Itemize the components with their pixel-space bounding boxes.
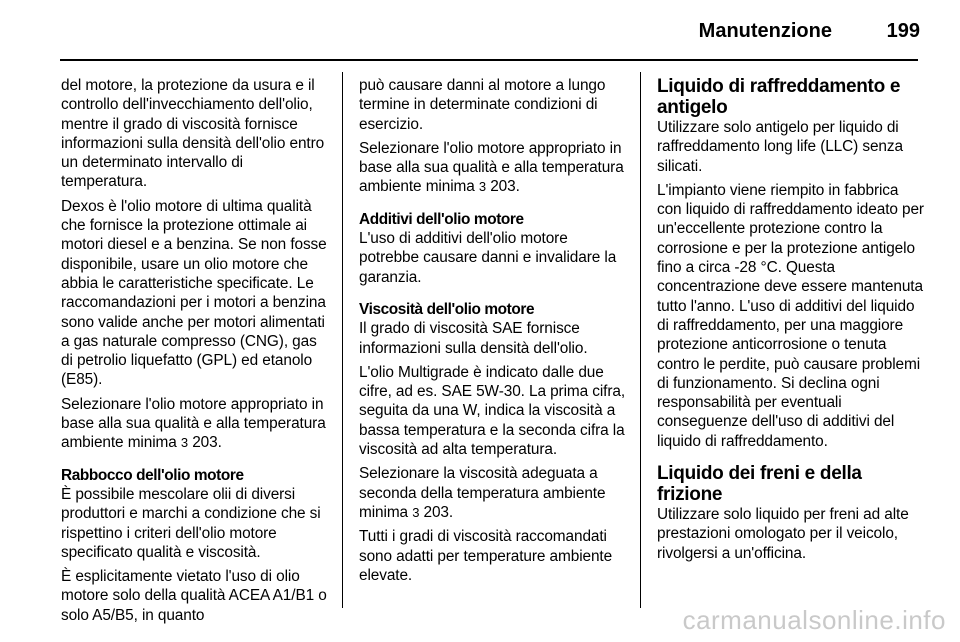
section-heading: Liquido di raffreddamento e antigelo <box>657 76 901 118</box>
subheading: Rabbocco dell'olio motore <box>61 466 244 484</box>
paragraph: Tutti i gradi di viscosità raccomandati sono adatti per temperature ambiente elevate. <box>359 528 613 584</box>
section-title: Manutenzione <box>698 20 832 42</box>
header-rule <box>60 59 918 61</box>
paragraph: L'impianto viene riempito in fabbrica con liquido di raffreddamento ideato per un'eccellente protezione contro la corrosione e per la protezione antigelo fino a circa -28 °C. Questa concentrazione deve essere mantenuta tutto l'anno. L'uso di additivi del liquido di raffreddamento, per una maggiore protezione anticorrosione o tenuta contro le perdite, può causare problemi di funzionamento. Si declina ogni responsabilità per eventuali conseguenze dell'uso di additivi del liquido di raffreddamento. <box>657 181 924 450</box>
paragraph: Dexos è l'olio motore di ultima qualità che fornisce la protezione ottimale ai motori diesel e a benzina. Se non fosse disponibile, usare un olio motore che abbia le caratteristiche specificate. Le raccomandazioni per i motori a benzina sono valide anche per motori alimentati a gas naturale compresso (CNG), gas di petrolio liquefatto (GPL) ed etanolo (E85). <box>61 197 327 389</box>
paragraph: del motore, la protezione da usura e il controllo dell'invecchiamento dell'olio, mentre il grado di viscosità fornisce informazioni sulla densità dell'olio entro un determinato intervallo di temperatura. <box>61 77 325 191</box>
paragraph: può causare danni al motore a lungo termine in determinate condizioni di esercizio. <box>359 77 606 133</box>
cross-reference-icon[interactable]: 3 <box>412 504 420 520</box>
page-reference[interactable]: 203. <box>423 503 454 521</box>
column-divider <box>640 72 641 608</box>
paragraph: È possibile mescolare olii di diversi produttori e marchi a condizione che si rispettino i criteri dell'olio motore specificato qualità e viscosità. <box>61 485 321 561</box>
page-reference[interactable]: 203. <box>490 178 520 196</box>
paragraph: Utilizzare solo antigelo per liquido di raffreddamento long life (LLC) senza silicati. <box>657 119 903 175</box>
paragraph: Utilizzare solo liquido per freni ad alte prestazioni omologato per il veicolo, rivolgersi a un'officina. <box>657 506 909 562</box>
paragraph-text: Selezionare la viscosità adeguata a seconda della temperatura ambiente minima <box>359 465 606 521</box>
paragraph <box>359 464 627 522</box>
subheading: Additivi dell'olio motore <box>359 210 524 228</box>
text-column-1 <box>61 76 329 630</box>
column-divider <box>342 72 343 608</box>
page-number: 199 <box>886 20 920 42</box>
watermark: carmanualsonline.info <box>682 605 946 635</box>
subheading: Viscosità dell'olio motore <box>359 300 535 318</box>
page-reference[interactable]: 203. <box>192 434 222 452</box>
paragraph-text: Selezionare l'olio motore appropriato in base alla sua qualità e alla temperatura ambiente minima <box>61 395 326 452</box>
paragraph <box>359 139 627 197</box>
paragraph: L'olio Multigrade è indicato dalle due cifre, ad es. SAE 5W-30. La prima cifra, seguita da una W, indica la viscosità a bassa temperatura e la seconda cifra la viscosità ad alta temperatura. <box>359 363 626 459</box>
text-column-2 <box>359 76 627 590</box>
cross-reference-icon[interactable]: 3 <box>180 435 189 451</box>
paragraph-text: Selezionare l'olio motore appropriato in base alla sua qualità e alla temperatura ambiente minima <box>359 139 624 196</box>
paragraph: È esplicitamente vietato l'uso di olio motore solo della qualità ACEA A1/B1 o solo A5/B5, in quanto <box>61 568 327 624</box>
page-header <box>0 0 960 62</box>
section-heading: Liquido dei freni e della frizione <box>657 463 862 506</box>
paragraph: Il grado di viscosità SAE fornisce informazioni sulla densità dell'olio. <box>359 320 588 357</box>
cross-reference-icon[interactable]: 3 <box>478 179 487 195</box>
paragraph <box>61 395 329 453</box>
paragraph: L'uso di additivi dell'olio motore potrebbe causare danni e invalidare la garanzia. <box>359 230 617 286</box>
text-column-3 <box>657 76 925 568</box>
